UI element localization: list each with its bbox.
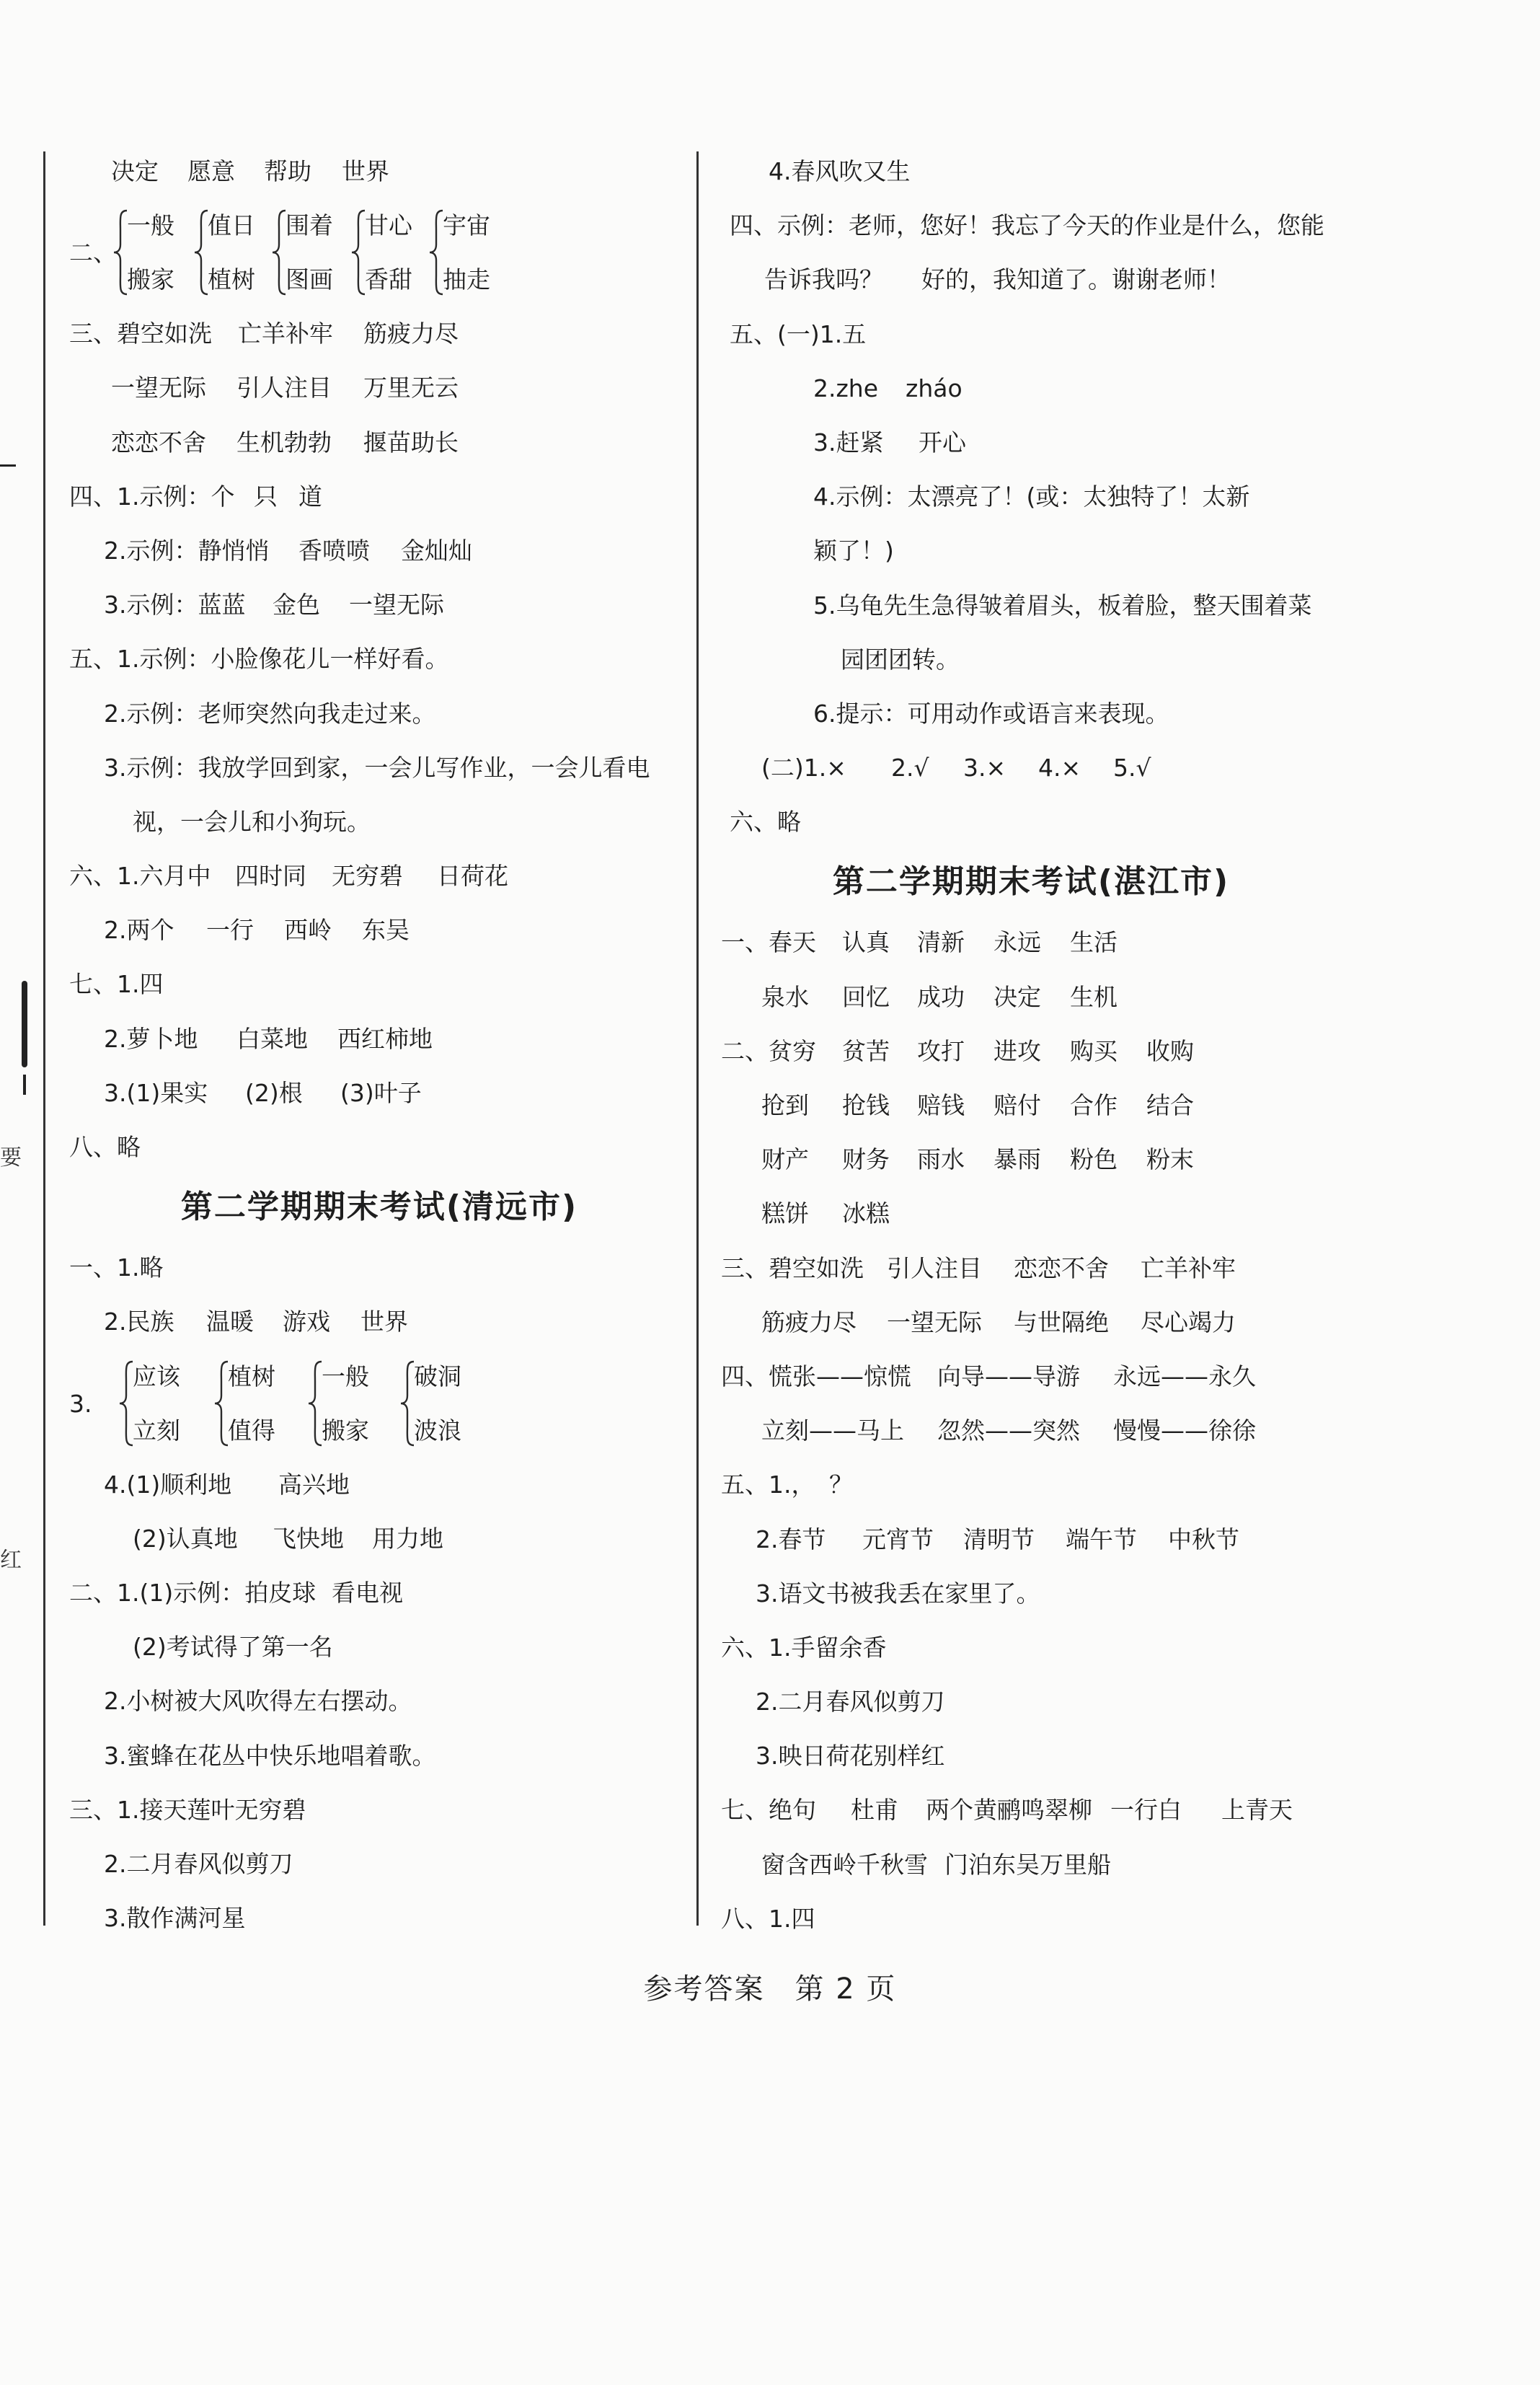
answer-text: 赔钱 — [917, 1091, 965, 1119]
answer-word: 甘心 — [365, 211, 412, 240]
brace-icon — [112, 208, 128, 296]
answer-word: 立刻 — [133, 1416, 180, 1445]
answer-text: 看电视 — [332, 1578, 403, 1607]
answer-line — [69, 1120, 689, 1174]
answer-line — [721, 795, 1341, 849]
answer-line — [69, 632, 689, 686]
answer-text: 用力地 — [372, 1524, 443, 1553]
answer-text: (2)认真地 — [133, 1524, 238, 1553]
answer-text: 飞快地 — [273, 1524, 344, 1553]
answer-text: 3.示例：我放学回到家，一会儿写作业，一会儿看电 — [104, 753, 650, 782]
answer-text: 与世隔绝 — [1014, 1308, 1109, 1336]
answer-line — [69, 307, 689, 361]
center-rule — [696, 151, 699, 1926]
answer-line — [721, 632, 1341, 687]
answer-word: 围着 — [286, 211, 333, 240]
answer-text: 无穷碧 — [332, 862, 403, 891]
answer-line — [69, 1837, 689, 1891]
answer-text: ？ — [829, 1471, 853, 1499]
answer-text: 尽心竭力 — [1141, 1308, 1236, 1336]
answer-text: (3)叶子 — [340, 1078, 422, 1107]
answer-line — [69, 849, 689, 903]
answer-text: 糕饼 — [761, 1199, 809, 1228]
answer-word: 搬家 — [322, 1416, 369, 1445]
answer-text: 2.萝卜地 — [104, 1024, 198, 1053]
answer-text: 八、1.四 — [721, 1904, 815, 1933]
answer-text: 窗含西岭千秋雪 — [761, 1850, 928, 1879]
section-title: 第二学期期末考试(湛江市) — [832, 863, 1230, 901]
answer-text: 决定 — [994, 982, 1041, 1011]
answer-text: 一望无际 — [887, 1308, 982, 1336]
answer-text: 愿意 — [187, 157, 235, 185]
answer-line — [721, 307, 1341, 361]
answer-text: 筋疲力尽 — [363, 319, 459, 348]
answer-word: 植树 — [208, 265, 255, 294]
answer-text: 三、1.接天莲叶无穷碧 — [69, 1795, 306, 1824]
edge-mark — [23, 1075, 26, 1095]
answer-text: 粉末 — [1146, 1145, 1194, 1174]
answer-text: 筋疲力尽 — [761, 1308, 857, 1336]
answer-line — [69, 1295, 689, 1349]
brace-icon — [428, 208, 444, 296]
answer-text: 决定 — [111, 157, 159, 185]
answer-text: 视，一会儿和小狗玩。 — [133, 807, 371, 836]
answer-text: (2)考试得了第一名 — [133, 1633, 333, 1662]
answer-text: 亡羊补牢 — [1141, 1253, 1236, 1282]
answer-text: 元宵节 — [862, 1525, 934, 1553]
answer-word: 香甜 — [365, 265, 412, 294]
answer-word: 破洞 — [414, 1362, 461, 1390]
answer-line — [721, 1186, 1341, 1240]
answer-text: 六、1.手留余香 — [721, 1633, 887, 1662]
answer-text: 3.散作满河星 — [104, 1904, 246, 1933]
answer-line — [69, 361, 689, 415]
answer-line — [69, 1458, 689, 1512]
answer-text: 3.语文书被我丢在家里了。 — [756, 1579, 1040, 1608]
answer-text: 五、1.示例：小脸像花儿一样好看。 — [69, 645, 449, 674]
answer-text: 门泊东吴万里船 — [944, 1850, 1111, 1879]
answer-line — [721, 1132, 1341, 1186]
answer-text: 3.蜜蜂在花丛中快乐地唱着歌。 — [104, 1741, 436, 1770]
answer-line — [721, 361, 1341, 415]
answer-text: 赔付 — [994, 1091, 1041, 1119]
answer-text: 四、1.示例：个 — [69, 482, 235, 511]
answer-text: 生机 — [1070, 982, 1118, 1011]
right-column — [721, 144, 1341, 1946]
answer-text: 告诉我吗？ — [764, 265, 883, 294]
answer-text: 恋恋不舍 — [111, 428, 206, 457]
answer-line — [69, 1729, 689, 1783]
answer-line — [721, 1349, 1341, 1403]
answer-text: (二)1.× — [761, 754, 846, 782]
answer-line — [69, 469, 689, 524]
answer-text: 成功 — [917, 982, 965, 1011]
answer-text: 财务 — [842, 1145, 890, 1174]
answer-text: 4.× — [1038, 754, 1081, 782]
answer-text: 二、贫穷 — [721, 1036, 816, 1065]
answer-line — [69, 903, 689, 957]
answer-text: 回忆 — [842, 982, 890, 1011]
answer-text: 六、略 — [730, 808, 801, 837]
answer-text: 永远——永久 — [1113, 1362, 1256, 1390]
answer-text: 4.示例：太漂亮了！(或：太独特了！太新 — [813, 482, 1250, 511]
answer-word: 应该 — [133, 1362, 180, 1390]
answer-line — [69, 687, 689, 741]
answer-text: 一望无际 — [349, 591, 444, 620]
answer-text: 温暖 — [206, 1308, 254, 1336]
answer-line — [721, 1621, 1341, 1675]
answer-text: 2.zhe — [813, 374, 879, 402]
answer-text: 二、1.(1)示例：拍皮球 — [69, 1578, 317, 1607]
answer-text: 一望无际 — [111, 374, 206, 402]
brace-icon — [399, 1359, 415, 1447]
question-number: 3. — [69, 1389, 92, 1418]
answer-line — [721, 1512, 1341, 1566]
answer-text: 园团团转。 — [841, 645, 960, 674]
answer-text: 冰糕 — [842, 1199, 890, 1228]
answer-text: 恋恋不舍 — [1014, 1253, 1109, 1282]
edge-mark — [22, 981, 27, 1067]
left-column — [69, 144, 689, 1945]
answer-line — [721, 1675, 1341, 1729]
answer-text: 日荷花 — [437, 862, 508, 891]
answer-text: 五、(一)1.五 — [730, 319, 867, 348]
answer-text: 香喷喷 — [298, 536, 370, 565]
answer-text: 开心 — [919, 428, 966, 457]
answer-line — [721, 741, 1341, 795]
answer-text: 3.示例：蓝蓝 — [104, 591, 246, 620]
answer-text: 五、1.， — [721, 1471, 815, 1499]
answer-line — [721, 1566, 1341, 1621]
answer-text: 粉色 — [1070, 1145, 1118, 1174]
answer-text: 贫苦 — [842, 1036, 890, 1065]
answer-text: 3.(1)果实 — [104, 1078, 208, 1107]
answer-text: 只 — [254, 482, 278, 511]
answer-line — [69, 578, 689, 632]
answer-word: 抽走 — [443, 265, 490, 294]
answer-text: 七、1.四 — [69, 970, 164, 999]
answer-line — [721, 415, 1341, 469]
answer-line — [69, 957, 689, 1011]
answer-line — [721, 198, 1341, 252]
answer-line — [721, 1241, 1341, 1295]
answer-line — [69, 524, 689, 578]
answer-text: 2.√ — [891, 754, 929, 782]
answer-text: 亡羊补牢 — [238, 319, 333, 348]
answer-line — [69, 1012, 689, 1066]
brace-icon — [193, 208, 209, 296]
answer-text: 金色 — [273, 591, 320, 620]
answer-text: 2.民族 — [104, 1308, 174, 1336]
answer-text: 慢慢——徐徐 — [1113, 1416, 1256, 1445]
answer-text: 2.两个 — [104, 916, 174, 945]
answer-text: 四、示例：老师，您好！我忘了今天的作业是什么，您能 — [730, 211, 1324, 240]
answer-text: 认真 — [842, 928, 890, 957]
answer-text: 结合 — [1146, 1091, 1194, 1119]
answer-text: 2.春节 — [756, 1525, 826, 1553]
answer-text: 四、慌张——惊慌 — [721, 1362, 911, 1390]
answer-text: 中秋节 — [1168, 1525, 1239, 1553]
page-footer: 参考答案 第 2 页 — [643, 1972, 897, 2006]
answer-line — [69, 1066, 689, 1120]
answer-line — [721, 1783, 1341, 1837]
answer-line — [721, 1024, 1341, 1078]
brace-icon — [350, 208, 366, 296]
answer-text: 3.映日荷花别样红 — [756, 1742, 945, 1771]
answer-line — [69, 1620, 689, 1674]
brace-icon — [307, 1359, 323, 1447]
answer-text: 四时同 — [235, 862, 306, 891]
answer-text: 立刻——马上 — [761, 1416, 904, 1445]
answer-line — [69, 795, 689, 849]
answer-text: 泉水 — [761, 982, 809, 1011]
answer-text: 万里无云 — [363, 374, 459, 402]
answer-text: 3.赶紧 — [813, 428, 884, 457]
edge-mark — [0, 464, 16, 467]
brace-icon — [213, 1359, 229, 1447]
answer-word: 搬家 — [127, 265, 174, 294]
answer-text: 抢到 — [761, 1091, 809, 1119]
answer-text: 2.二月春风似剪刀 — [104, 1849, 293, 1878]
answer-text: 攻打 — [917, 1036, 965, 1065]
answer-text: 西红柿地 — [337, 1024, 433, 1053]
answer-word: 一般 — [127, 211, 174, 240]
answer-text: 雨水 — [917, 1145, 965, 1174]
answer-text: 2.示例：老师突然向我走过来。 — [104, 699, 436, 728]
answer-text: 2.示例：静悄悄 — [104, 536, 270, 565]
answer-line — [721, 1838, 1341, 1892]
answer-text: 世界 — [360, 1308, 408, 1336]
answer-text: 端午节 — [1066, 1525, 1137, 1553]
answer-text: 帮助 — [264, 157, 311, 185]
answer-text: 三、碧空如洗 — [721, 1253, 864, 1282]
answer-text: 忽然——突然 — [937, 1416, 1080, 1445]
answer-text: 4.春风吹又生 — [769, 157, 911, 185]
answer-line — [721, 144, 1341, 198]
answer-text: 高兴地 — [278, 1470, 350, 1499]
answer-word: 植树 — [228, 1362, 275, 1390]
answer-text: 东吴 — [362, 916, 410, 945]
answer-line — [721, 1295, 1341, 1349]
edge-char: 要 — [0, 1145, 22, 1171]
answer-line — [69, 415, 689, 469]
answer-text: 揠苗助长 — [363, 428, 459, 457]
brace-icon — [271, 208, 287, 296]
answer-word: 图画 — [286, 265, 333, 294]
answer-text: 清新 — [917, 928, 965, 957]
answer-text: 收购 — [1146, 1036, 1194, 1065]
answer-text: 八、略 — [69, 1133, 141, 1161]
answer-text: 3.× — [963, 754, 1006, 782]
answer-text: 合作 — [1070, 1091, 1118, 1119]
answer-text: 5.乌龟先生急得皱着眉头，板着脸，整天围着菜 — [813, 591, 1312, 620]
answer-text: 引人注目 — [236, 374, 332, 402]
answer-text: 向导——导游 — [937, 1362, 1080, 1390]
answer-text: 暴雨 — [994, 1145, 1041, 1174]
answer-line — [69, 1783, 689, 1837]
answer-text: 游戏 — [283, 1308, 330, 1336]
answer-text: 好的，我知道了。谢谢老师！ — [921, 265, 1231, 294]
answer-text: 杜甫 — [851, 1796, 898, 1825]
answer-text: 三、碧空如洗 — [69, 319, 212, 348]
answer-text: 西岭 — [284, 916, 332, 945]
answer-text: 抢钱 — [842, 1091, 890, 1119]
left-rule — [43, 151, 45, 1926]
answer-text: 清明节 — [963, 1525, 1035, 1553]
question-number: 二、 — [69, 239, 117, 268]
answer-line — [721, 1458, 1341, 1512]
answer-line — [721, 1892, 1341, 1946]
answer-line — [69, 1240, 689, 1295]
answer-line — [721, 252, 1341, 307]
answer-line — [721, 1078, 1341, 1132]
answer-word: 波浪 — [414, 1416, 461, 1445]
answer-text: 4.(1)顺利地 — [104, 1470, 232, 1499]
answer-text: 世界 — [342, 157, 389, 185]
answer-line — [721, 970, 1341, 1024]
answer-line — [721, 1403, 1341, 1458]
answer-line — [721, 578, 1341, 632]
answer-text: 生机勃勃 — [236, 428, 332, 457]
answer-text: 六、1.六月中 — [69, 862, 211, 891]
answer-text: 永远 — [994, 928, 1041, 957]
answer-text: 上青天 — [1221, 1796, 1293, 1825]
answer-word: 值得 — [228, 1416, 275, 1445]
answer-text: 一行白 — [1110, 1796, 1182, 1825]
answer-line — [721, 524, 1341, 578]
brace-group — [69, 1349, 689, 1458]
section-title: 第二学期期末考试(清远市) — [180, 1189, 578, 1226]
answer-text: 引人注目 — [887, 1253, 982, 1282]
answer-line — [721, 469, 1341, 524]
answer-line — [69, 144, 689, 198]
answer-text: 6.提示：可用动作或语言来表现。 — [813, 699, 1169, 728]
answer-text: 一行 — [206, 916, 254, 945]
answer-text: 财产 — [761, 1145, 809, 1174]
answer-text: 2.二月春风似剪刀 — [756, 1688, 945, 1716]
answer-text: 颖了！) — [813, 537, 894, 565]
answer-text: 进攻 — [994, 1036, 1041, 1065]
brace-group — [69, 198, 689, 307]
answer-text: 七、绝句 — [721, 1796, 816, 1825]
answer-word: 宇宙 — [443, 211, 490, 240]
answer-line — [69, 1674, 689, 1728]
answer-text: 5.√ — [1113, 754, 1151, 782]
answer-text: 道 — [298, 482, 322, 511]
brace-icon — [118, 1359, 134, 1447]
answer-text: 两个黄鹂鸣翠柳 — [926, 1796, 1092, 1825]
answer-line — [69, 1891, 689, 1945]
answer-text: 金灿灿 — [401, 536, 472, 565]
answer-line — [69, 1566, 689, 1620]
answer-text: zháo — [906, 374, 962, 402]
answer-text: 生活 — [1070, 928, 1118, 957]
answer-text: 购买 — [1070, 1036, 1118, 1065]
edge-char: 红 — [0, 1548, 22, 1573]
answer-word: 一般 — [322, 1362, 369, 1390]
answer-line — [721, 1729, 1341, 1783]
answer-text: 2.小树被大风吹得左右摆动。 — [104, 1687, 412, 1716]
answer-line — [721, 687, 1341, 741]
answer-line — [721, 915, 1341, 969]
answer-line — [69, 741, 689, 795]
answer-text: 白菜地 — [236, 1024, 308, 1053]
answer-word: 值日 — [208, 211, 255, 240]
answer-text: 一、1.略 — [69, 1253, 164, 1282]
answer-text: 一、春天 — [721, 928, 816, 957]
answer-line — [69, 1512, 689, 1566]
page-edge-bleed — [0, 0, 22, 2385]
answer-text: (2)根 — [245, 1078, 303, 1107]
